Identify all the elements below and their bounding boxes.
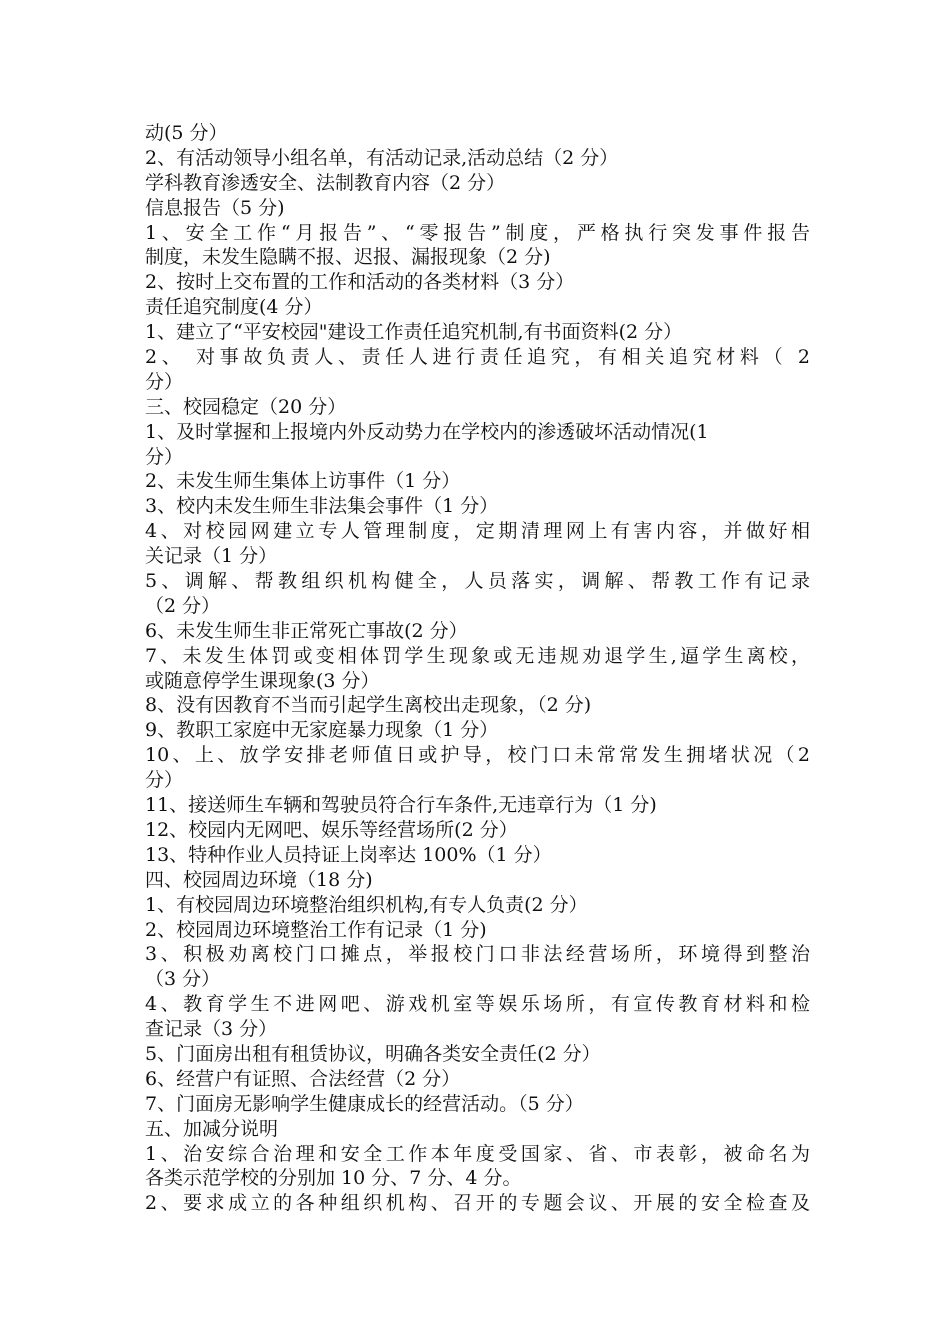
text-line: 2、校园周边环境整治工作有记录（1 分)	[145, 918, 487, 941]
text-line: 关记录（1 分）	[145, 545, 278, 568]
text-line: 动(5 分）	[145, 122, 228, 144]
text-line: 8、没有因教育不当而引起学生离校出走现象，（2 分)	[145, 694, 592, 717]
text-line: 1、及时掌握和上报境内外反动势力在学校内的渗透破坏活动情况(1	[145, 420, 709, 443]
text-line: 9、教职工家庭中无家庭暴力现象（1 分）	[145, 719, 499, 742]
text-line: 分）	[145, 769, 184, 792]
text-line: 6、经营户有证照、合法经营（2 分）	[145, 1067, 461, 1090]
text-line: （3 分）	[145, 968, 221, 991]
text-line: 3、积极劝离校门口摊点，举报校门口非法经营场所，环境得到整治	[145, 943, 810, 966]
text-line: 制度，未发生隐瞒不报、迟报、漏报现象（2 分)	[145, 246, 551, 269]
text-line: 4、教育学生不进网吧、游戏机室等娱乐场所，有宣传教育材料和检	[145, 993, 810, 1016]
text-line: 2、按时上交布置的工作和活动的各类材料（3 分）	[145, 271, 575, 294]
text-line: 分）	[145, 445, 184, 468]
section-heading: 责任追究制度(4 分）	[145, 296, 323, 319]
text-line: 各类示范学校的分别加 10 分、7 分、4 分。	[145, 1167, 522, 1190]
text-line: 查记录（3 分）	[145, 1018, 278, 1041]
section-heading: 信息报告（5 分)	[145, 196, 285, 219]
text-line: 3、校内未发生师生非法集会事件（1 分）	[145, 495, 499, 518]
text-line: 1、有校园周边环境整治组织机构,有专人负责(2 分）	[145, 893, 588, 916]
text-line: 10、上、放学安排老师值日或护导，校门口未常常发生拥堵状况（2	[145, 744, 810, 767]
document-body	[145, 121, 810, 1216]
text-line: 1、治安综合治理和安全工作本年度受国家、省、市表彰，被命名为	[145, 1142, 810, 1165]
text-line: 13、特种作业人员持证上岗率达 100%（1 分）	[145, 843, 552, 866]
section-heading: 三、校园稳定（20 分）	[145, 395, 347, 418]
text-line: 1、安全工作“月报告”、“零报告”制度，严格执行突发事件报告	[145, 221, 810, 244]
text-line: 2、要求成立的各种组织机构、召开的专题会议、开展的安全检查及	[145, 1192, 810, 1215]
text-line: 或随意停学生课现象(3 分）	[145, 669, 380, 692]
text-line: 2、 对事故负责人、责任人进行责任追究，有相关追究材料（ 2	[145, 346, 810, 369]
text-line: 7、门面房无影响学生健康成长的经营活动。（5 分）	[145, 1092, 584, 1115]
text-line: 2、未发生师生集体上访事件（1 分）	[145, 470, 461, 493]
text-line: 11、接送师生车辆和驾驶员符合行车条件,无违章行为（1 分)	[145, 794, 657, 817]
section-heading: 五、加减分说明	[145, 1117, 279, 1140]
text-line: 7、未发生体罚或变相体罚学生现象或无违规劝退学生,逼学生离校，	[145, 644, 810, 667]
text-line: 分）	[145, 370, 184, 393]
section-heading: 四、校园周边环境（18 分)	[145, 868, 373, 891]
text-line: 2、有活动领导小组名单，有活动记录,活动总结（2 分）	[145, 146, 619, 169]
text-line: 12、校园内无网吧、娱乐等经营场所(2 分）	[145, 818, 518, 841]
text-line: 1、建立了“平安校园"建设工作责任追究机制,有书面资料(2 分）	[145, 321, 683, 344]
text-line: 6、未发生师生非正常死亡事故(2 分）	[145, 619, 468, 642]
text-line: 4、对校园网建立专人管理制度，定期清理网上有害内容，并做好相	[145, 520, 810, 543]
text-line: （2 分）	[145, 594, 221, 617]
text-line: 5、调解、帮教组织机构健全，人员落实，调解、帮教工作有记录	[145, 570, 810, 593]
text-line: 学科教育渗透安全、法制教育内容（2 分）	[145, 171, 506, 194]
text-line: 5、门面房出租有租赁协议，明确各类安全责任(2 分）	[145, 1042, 601, 1065]
